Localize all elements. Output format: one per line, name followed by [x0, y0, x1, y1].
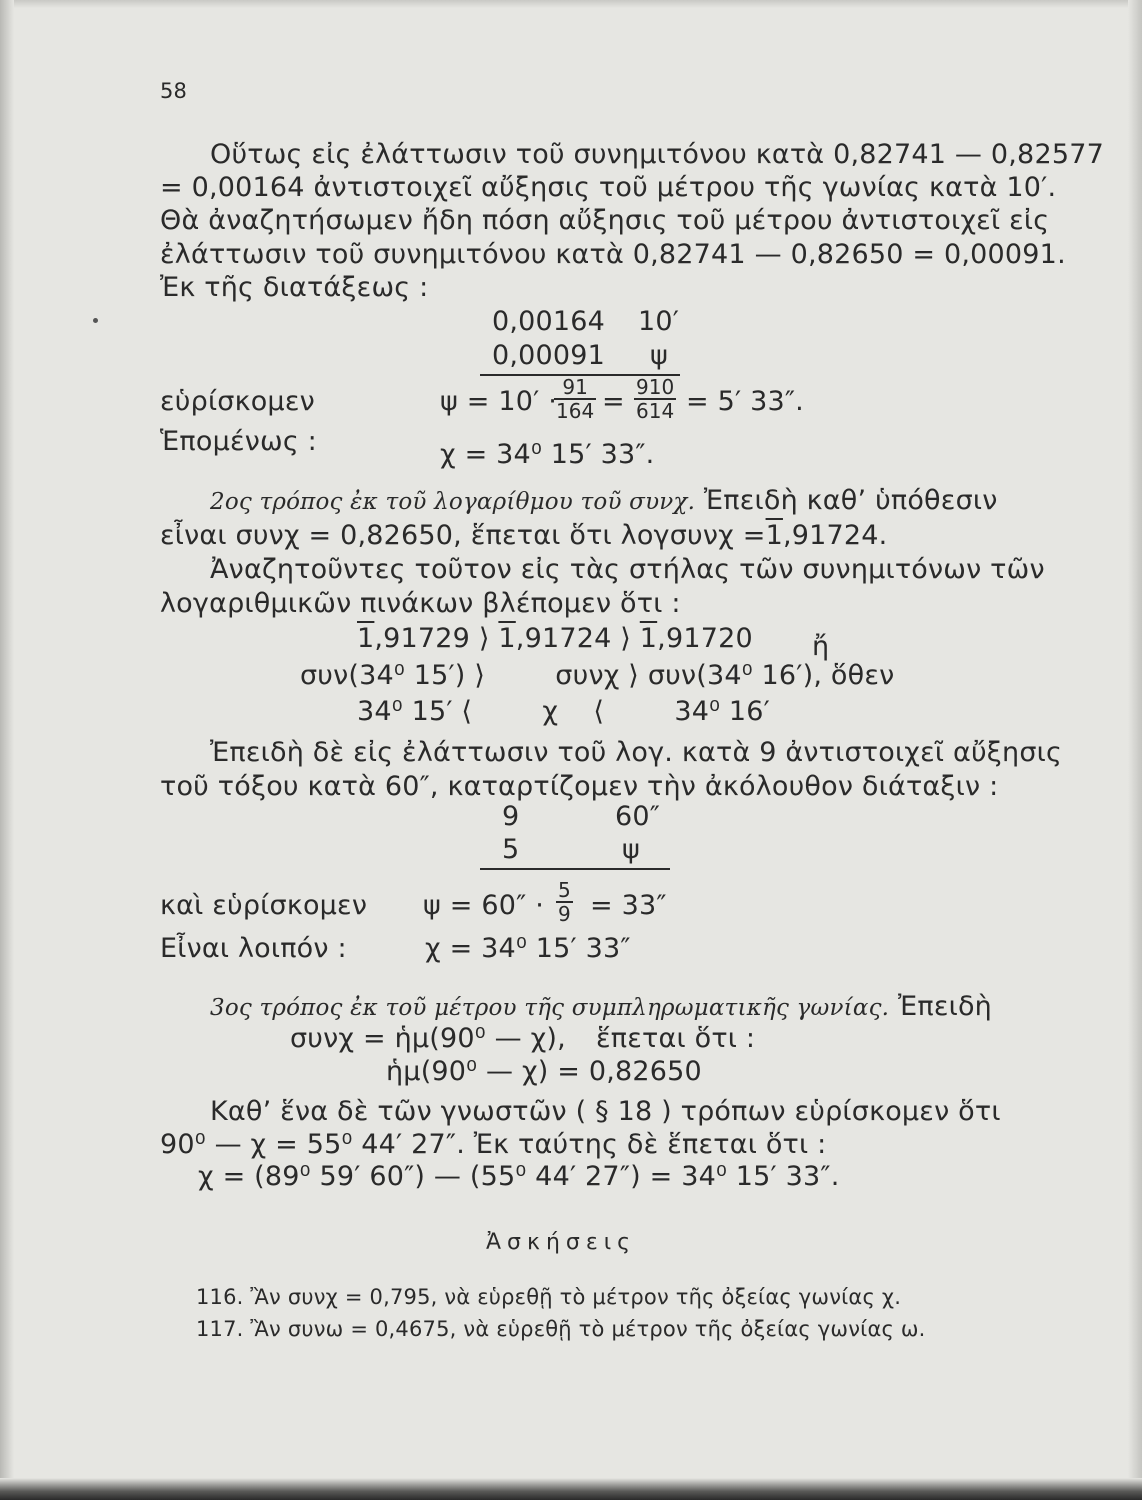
- page-number: 58: [160, 79, 188, 103]
- arrangement-b1: 10′: [638, 306, 680, 337]
- paragraph-line: Ἀναζητοῦντες τοῦτον εἰς τὰς στήλας τῶν συνημιτόνων τῶν: [210, 554, 1045, 585]
- page-edge-top: [0, 0, 1142, 8]
- method-3-line: [210, 990, 992, 1025]
- arrangement-a1: 9: [502, 801, 520, 832]
- fraction-numerator: 910: [636, 375, 675, 399]
- inequality-row-3: 34⁰ 15′ ⟨ χ ⟨ 34⁰ 16′: [357, 696, 770, 727]
- exercise-117: 117. Ἂν συνω = 0,4675, νὰ εὑρεθῇ τὸ μέτρον τῆς ὀξείας γωνίας ω.: [196, 1317, 926, 1341]
- find-label: εὑρίσκομεν: [160, 386, 315, 417]
- paragraph-line: εἶναι συνχ = 0,82650, ἕπεται ὅτι λογσυνχ =1,91724.: [160, 520, 888, 551]
- method-2-line: [210, 484, 998, 519]
- arrangement-a1: 0,00164: [492, 306, 606, 337]
- paragraph-line: 90⁰ — χ = 55⁰ 44′ 27″. Ἐκ ταύτης δὲ ἕπεται ὅτι :: [160, 1129, 827, 1160]
- equation-line: συνχ = ἡμ(90⁰ — χ),: [290, 1023, 566, 1054]
- margin-speck: [93, 318, 98, 323]
- method-2-title-rest: Ἐπειδὴ καθ’ ὑπόθεσιν: [703, 485, 998, 516]
- arrangement-b2: ψ: [622, 834, 641, 865]
- paragraph-line: λογαριθμικῶν πινάκων βλέπομεν ὅτι :: [160, 588, 681, 619]
- paragraph-line: = 0,00164 ἀντιστοιχεῖ αὔξησις τοῦ μέτρου τῆς γωνίας κατὰ 10′.: [160, 172, 1057, 203]
- equals-sign: =: [602, 386, 625, 417]
- paragraph-line: Ἐκ τῆς διατάξεως :: [160, 272, 429, 303]
- fraction-91-164: [554, 376, 596, 422]
- paragraph-line: τοῦ τόξου κατὰ 60″, καταρτίζομεν τὴν ἀκόλουθον διάταξιν :: [160, 771, 999, 802]
- equation-line: ἕπεται ὅτι :: [596, 1023, 756, 1054]
- arrangement-a2: 0,00091: [492, 340, 606, 371]
- paragraph-line: ἐλάττωσιν τοῦ συνημιτόνου κατὰ 0,82741 — 0,82650 = 0,00091.: [160, 239, 1066, 270]
- inequality-row-1: 1,91729 ⟩ 1,91724 ⟩ 1,91720: [357, 623, 753, 654]
- chi-result: χ = 34⁰ 15′ 33″.: [440, 439, 655, 470]
- fraction-denominator: 164: [556, 399, 595, 423]
- paragraph-line: Ἐπειδὴ δὲ εἰς ἐλάττωσιν τοῦ λογ. κατὰ 9 ἀντιστοιχεῖ αὔξησις: [210, 737, 1063, 768]
- fraction-numerator: 5: [558, 878, 571, 902]
- psi-result: = 33″: [590, 890, 667, 921]
- therefore-label: Εἶναι λοιπόν :: [160, 933, 347, 964]
- inequality-or: ἤ: [812, 631, 830, 662]
- method-3-title-rest: Ἐπειδὴ: [897, 991, 992, 1022]
- paragraph-line: χ = (89⁰ 59′ 60″) — (55⁰ 44′ 27″) = 34⁰ 15′ 33″.: [198, 1161, 840, 1192]
- inequality-row-2: συν(34⁰ 15′) ⟩ συνχ ⟩ συν(34⁰ 16′), ὅθεν: [300, 660, 895, 691]
- psi-equation-lhs: ψ = 60″ ·: [423, 890, 545, 921]
- consequently-label: Ἑπομένως :: [160, 426, 317, 457]
- exercises-heading: Ἀσκήσεις: [486, 1230, 637, 1255]
- equation-line: ἡμ(90⁰ — χ) = 0,82650: [386, 1056, 702, 1087]
- bar-characteristic: 1: [765, 520, 783, 551]
- paragraph-line: Καθ’ ἕνα δὲ τῶν γνωστῶν ( § 18 ) τρόπων εὑρίσκομεν ὅτι: [210, 1096, 1001, 1127]
- method-3-title: 3ος τρόπος ἐκ τοῦ μέτρου τῆς συμπληρωματικῆς γωνίας.: [210, 995, 890, 1021]
- fraction-denominator: 614: [636, 399, 675, 423]
- psi-result: = 5′ 33″.: [686, 386, 804, 417]
- fraction-numerator: 91: [554, 376, 596, 400]
- fraction-denominator: 9: [558, 902, 571, 926]
- page-edge-right: [1128, 0, 1142, 1500]
- psi-equation-lhs: ψ = 10′ ·: [440, 386, 558, 417]
- method-2-title: 2ος τρόπος ἐκ τοῦ λογαρίθμου τοῦ συνχ.: [210, 489, 696, 515]
- paragraph-line: Θὰ ἀναζητήσωμεν ἤδη πόση αὔξησις τοῦ μέτρου ἀντιστοιχεῖ εἰς: [160, 205, 1050, 236]
- arrangement-a2: 5: [502, 834, 520, 865]
- chi-result: χ = 34⁰ 15′ 33″: [425, 933, 631, 964]
- paragraph-line: Οὕτως εἰς ἐλάττωσιν τοῦ συνημιτόνου κατὰ 0,82741 — 0,82577: [210, 139, 1104, 170]
- fraction-910-614: [634, 376, 676, 422]
- exercise-116: 116. Ἂν συνχ = 0,795, νὰ εὑρεθῇ τὸ μέτρον τῆς ὀξείας γωνίας χ.: [196, 1285, 902, 1309]
- arrangement-b2: ψ: [650, 340, 669, 371]
- arrangement-rule: [480, 868, 670, 870]
- page-edge-left: [0, 0, 14, 1500]
- find-label: καὶ εὑρίσκομεν: [160, 890, 368, 921]
- fraction-5-9: [556, 879, 573, 925]
- page-edge-bottom: [0, 1478, 1142, 1500]
- arrangement-b1: 60″: [615, 801, 661, 832]
